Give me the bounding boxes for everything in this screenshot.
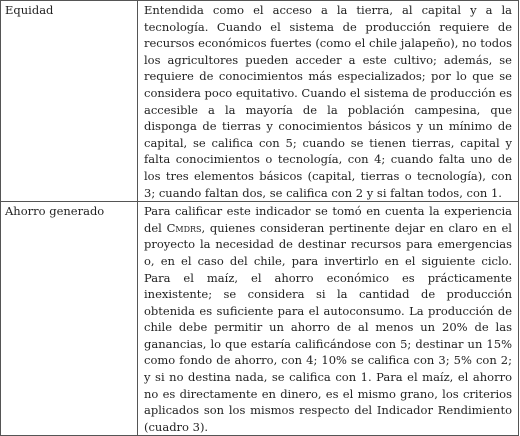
ahorro-text-part-2: , quienes consideran pertinente dejar en claro en el proyecto la necesidad de destinar recursos para emergencias o, en el caso del chile, para invertirlo en el siguiente ciclo. Para el maíz, el ahorro económico es prácticamente inexistente; se considera si la cantidad de producción obtenida es suficiente para el autoconsumo. La producción de chile debe permitir un ahorro de al menos un 20% de las ganancias, lo que estaría calificándose con 5; destinar un 15% como fondo de ahorro, con 4; 10% se califica con 3; 5% con 2; y si no destina nada, se califica con 1. Para el maíz, el ahorro no es directamente en dinero, es el mismo grano, los criterios aplicados son los mismos respecto del Indicador Rendimiento (cuadro 3). [144,220,512,434]
ahorro-text-part-1: Para calificar este indicador se tomó en cuenta la experiencia del C [144,204,512,235]
table-row-ahorro-generado [1,202,519,436]
table-row-equidad [1,1,519,202]
indicator-description-equidad: Entendida como el acceso a la tierra, al capital y a la tecnología. Cuando el sistema de producción requiere de recursos económicos fuertes (como el chile jalapeño), no todos los agricultores pueden acceder a este cultivo; además, se requiere de conocimientos más especializados; por lo que se considera poco equitativo. Cuando el sistema de producción es accesible a la mayoría de la población campesina, que disponga de tierras y conocimientos básicos y un mínimo de capital, se califica con 5; cuando se tienen tierras, capital y falta conocimientos o tecnología, con 4; cuando falta uno de los tres elementos básicos (capital, tierras o tecnología), con 3; cuando faltan dos, se califica con 2 y si faltan todos, con 1. [138,1,519,202]
indicator-label-equidad: Equidad [1,1,138,202]
indicator-label-ahorro-generado: Ahorro generado [1,202,138,436]
indicator-description-ahorro-generado [138,202,519,436]
cmdrs-acronym: mdrs [175,220,202,235]
